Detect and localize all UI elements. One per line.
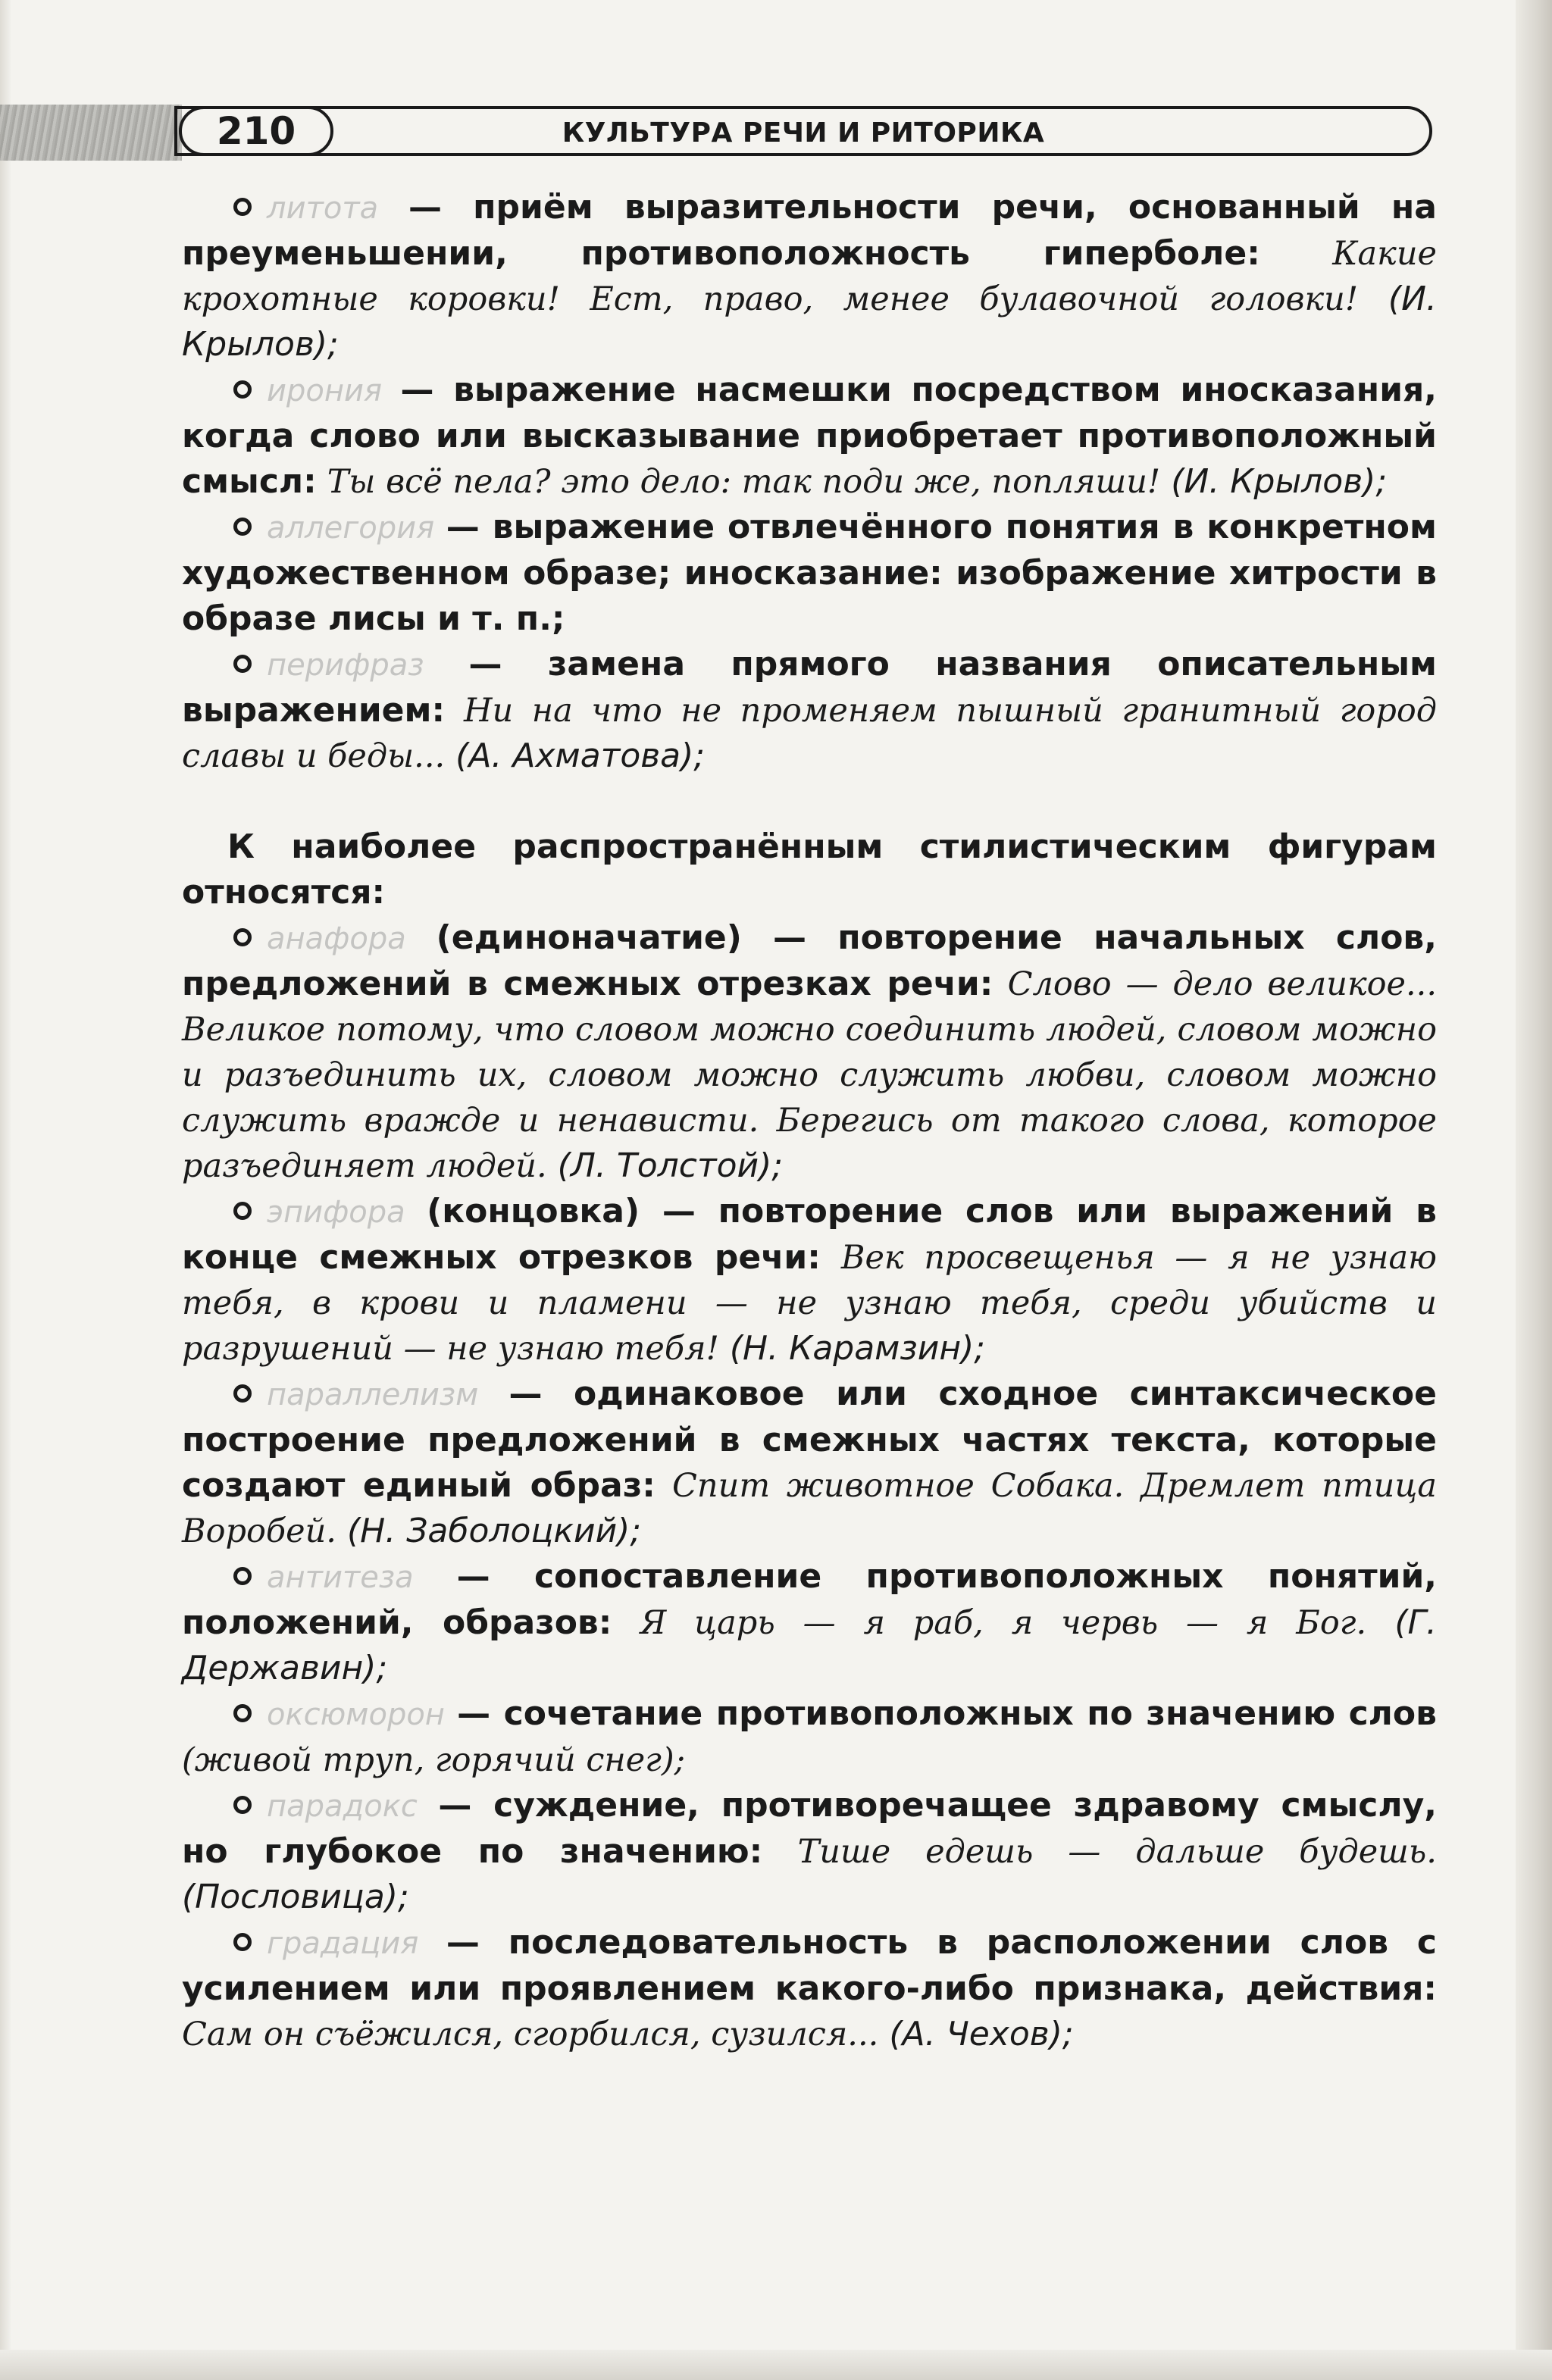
list-item-oksyumoron [182, 1691, 1437, 1783]
list-item-perifraz [182, 642, 1437, 779]
example: Какие крохотные коровки! Ест, право, менее булавочной головки! [182, 235, 1437, 318]
term: аллегория [267, 511, 435, 546]
author: (Г. Державин); [182, 1603, 1437, 1687]
bullet-icon [233, 380, 252, 399]
definition: — сочетание противоположных по значению слов [457, 1694, 1437, 1733]
list-item-paradoks [182, 1783, 1437, 1920]
author: (Л. Толстой); [557, 1146, 784, 1185]
header-texture [0, 105, 182, 161]
definition: — последовательность в расположении слов с усилением или проявлением какого-либо признака, действия: [182, 1923, 1437, 2008]
bullet-icon [233, 1384, 252, 1403]
definition: — выражение насмешки посредством иносказания, когда слово или высказывание приобретает противоположный смысл: [182, 371, 1437, 501]
bullet-icon [233, 1704, 252, 1722]
bullet-icon [233, 518, 252, 536]
term: градация [267, 1926, 419, 1961]
author: (Пословица); [182, 1878, 409, 1916]
bullet-icon [233, 1796, 252, 1814]
example: (живой труп, горячий снег); [182, 1741, 686, 1779]
term: анафора [267, 921, 406, 956]
term: параллелизм [267, 1378, 479, 1412]
author: (А. Ахматова); [455, 737, 706, 775]
definition: — одинаковое или сходное синтаксическое построение предложений в смежных частях текста, которые создают единый образ: [182, 1375, 1437, 1505]
example: Спит животное Собака. Дремлет птица Воробей. [182, 1467, 1437, 1550]
page-edge-bottom [0, 2350, 1552, 2380]
section-gap [182, 779, 1437, 824]
list-item-allegoriya [182, 505, 1437, 642]
term: перифраз [267, 648, 424, 683]
example: Слово — дело великое... Великое потому, что словом можно соединить людей, словом можно и разъединить их, словом можно служить любви, словом можно служить вражде и ненависти. Берегись от такого слова, которое разъединяет людей. [182, 965, 1437, 1185]
example: Ни на что не променяем пышный гранитный город славы и беды... [182, 692, 1437, 775]
term: антитеза [267, 1560, 414, 1595]
list-item-ironiya [182, 367, 1437, 505]
author: (И. Крылов); [182, 280, 1437, 364]
definition: (концовка) — повторение слов или выражений в конце смежных отрезков речи: [182, 1192, 1437, 1277]
list-item-anafora [182, 915, 1437, 1189]
page-edge-left [0, 0, 11, 2380]
author: (И. Крылов); [1171, 462, 1388, 501]
figures-intro: К наиболее распространённым стилистическим фигурам относятся: [182, 827, 1437, 912]
term: эпифора [267, 1195, 405, 1230]
page-edge-right [1516, 0, 1552, 2380]
definition: — приём выразительности речи, основанный на преуменьшении, противоположность гиперболе: [182, 188, 1437, 273]
bullet-icon [233, 1933, 252, 1951]
list-item-parallelizm [182, 1371, 1437, 1554]
author: (Н. Карамзин); [729, 1329, 986, 1368]
bullet-icon [233, 198, 252, 216]
term: оксюморон [267, 1697, 445, 1732]
example: Век просвещенья — я не узнаю тебя, в крови и пламени — не узнаю тебя, среди убийств и разрушений — не узнаю тебя! [182, 1239, 1437, 1368]
example: Сам он съёжился, сгорбился, сузился... [182, 2016, 879, 2053]
running-title: КУЛЬТУРА РЕЧИ И РИТОРИКА [562, 117, 1045, 149]
list-item-epifora [182, 1189, 1437, 1371]
bullet-icon [233, 1202, 252, 1220]
list-item-gradaciya [182, 1920, 1437, 2057]
bullet-icon [233, 1567, 252, 1585]
page-body [182, 185, 1437, 2057]
term: литота [267, 191, 379, 226]
page-number [179, 106, 333, 156]
definition: (единоначатие) — повторение начальных слов, предложений в смежных отрезках речи: [182, 918, 1437, 1003]
example: Тише едешь — дальше будешь. [797, 1833, 1437, 1871]
page-number-text: 210 [216, 109, 296, 153]
definition: — замена прямого названия описательным выражением: [182, 645, 1437, 730]
example: Ты всё пела? это дело: так поди же, попляши! [327, 463, 1161, 501]
term: парадокс [267, 1789, 418, 1824]
example: Я царь — я раб, я червь — я Бог. [640, 1604, 1367, 1642]
definition: — выражение отвлечённого понятия в конкретном художественном образе; иносказание: изображение хитрости в образе лисы и т. п.; [182, 508, 1437, 638]
bullet-icon [233, 655, 252, 673]
author: (Н. Заболоцкий); [346, 1512, 642, 1550]
term: ирония [267, 374, 383, 408]
list-item-litota [182, 185, 1437, 367]
list-item-antiteza [182, 1554, 1437, 1691]
author: (А. Чехов); [889, 2015, 1074, 2053]
bullet-icon [233, 928, 252, 946]
definition: — суждение, противоречащее здравому смыслу, но глубокое по значению: [182, 1786, 1437, 1871]
definition: — сопоставление противоположных понятий, положений, образов: [182, 1557, 1437, 1642]
